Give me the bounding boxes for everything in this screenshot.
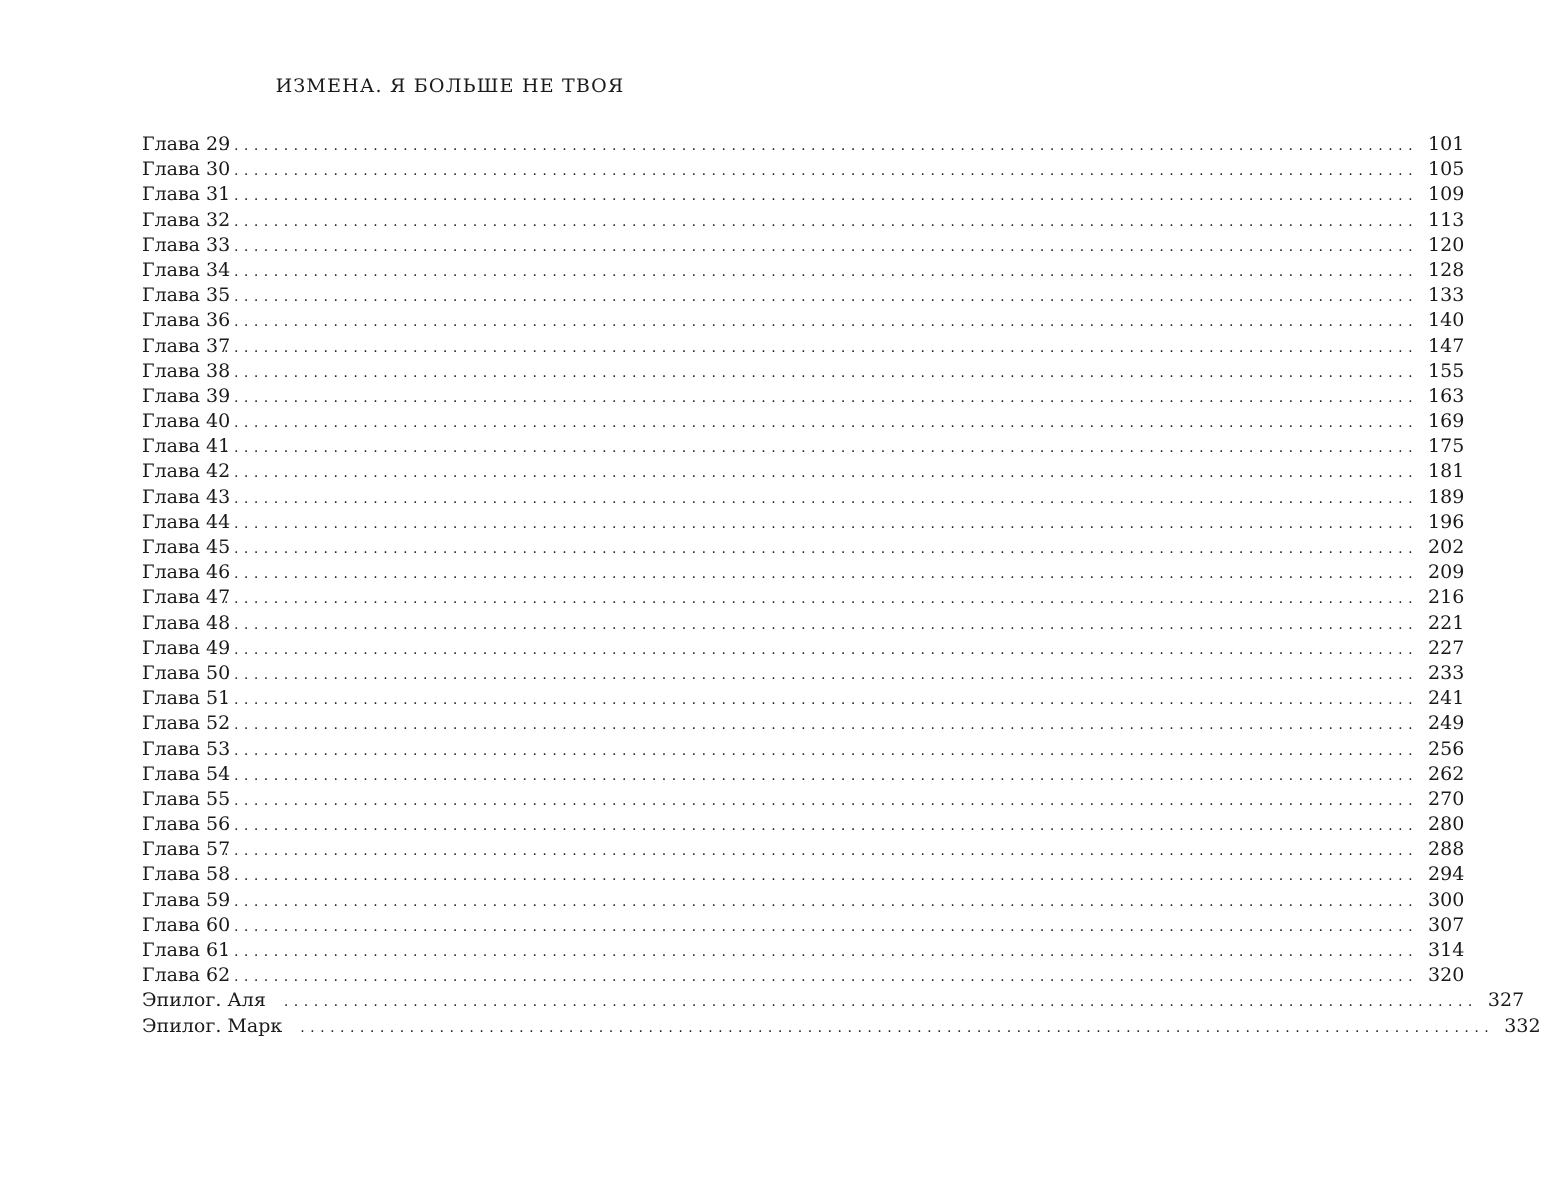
dot-leader: ........................................................................................................................ (300, 1019, 1495, 1036)
toc-entry-page: 233 (1428, 661, 1465, 684)
toc-entry-label: Глава 45 (142, 536, 231, 558)
dot-leader: ........................................................................................................................ (224, 918, 1419, 935)
toc-entry[interactable] (142, 711, 1465, 736)
toc-entry-label: Глава 62 (142, 964, 231, 987)
dot-leader: ........................................................................................................................ (224, 541, 1419, 557)
toc-entry-page: 120 (1428, 233, 1465, 256)
toc-entry-page: 307 (1428, 913, 1465, 936)
toc-entry[interactable] (142, 862, 1465, 887)
toc-entry-label: Глава 49 (142, 636, 231, 659)
toc-entry-page: 320 (1428, 964, 1465, 987)
toc-entry[interactable] (142, 208, 1465, 233)
toc-entry-page: 155 (1428, 359, 1465, 382)
toc-entry-page: 105 (1428, 158, 1465, 181)
toc-entry-page: 202 (1428, 536, 1465, 558)
dot-leader: ........................................................................................................................ (224, 289, 1419, 306)
toc-entry-label: Глава 56 (142, 813, 231, 836)
toc-entry-page: 133 (1428, 284, 1465, 307)
toc-entry-label: Глава 31 (142, 183, 231, 206)
toc-entry[interactable] (142, 459, 1465, 484)
toc-entry-page: 332 (1504, 1014, 1541, 1037)
toc-entry-page: 128 (1428, 258, 1465, 281)
toc-entry[interactable] (142, 661, 1465, 686)
dot-leader: ........................................................................................................................ (224, 616, 1419, 633)
toc-entry-label: Глава 44 (142, 510, 231, 533)
toc-entry[interactable] (142, 611, 1465, 636)
dot-leader: ........................................................................................................................ (224, 717, 1419, 734)
dot-leader: ........................................................................................................................ (224, 566, 1419, 583)
toc-entry-page: 109 (1428, 183, 1465, 206)
toc-entry-page: 270 (1428, 787, 1465, 810)
toc-entry-label: Глава 59 (142, 888, 231, 911)
toc-entry-label: Глава 48 (142, 611, 231, 634)
toc-entry[interactable] (142, 384, 1465, 409)
toc-entry-label: Глава 39 (142, 384, 231, 407)
toc-entry-page: 209 (1428, 561, 1465, 584)
toc-entry[interactable] (142, 434, 1465, 459)
toc-entry-label: Глава 34 (142, 258, 231, 281)
toc-entry-page: 189 (1428, 485, 1465, 508)
dot-leader: ........................................................................................................................ (283, 994, 1478, 1011)
page-title: ИЗМЕНА. Я БОЛЬШЕ НЕ ТВОЯ (275, 75, 625, 97)
toc-entry[interactable] (142, 233, 1465, 258)
dot-leader: ........................................................................................................................ (224, 843, 1419, 860)
dot-leader: ........................................................................................................................ (224, 314, 1419, 331)
toc-entry[interactable] (142, 963, 1465, 988)
dot-leader: ........................................................................................................................ (224, 238, 1419, 255)
toc-entry-page: 294 (1428, 863, 1465, 886)
toc-entry[interactable] (142, 258, 1465, 283)
toc-entry[interactable] (142, 510, 1465, 535)
toc-entry-page: 227 (1428, 636, 1465, 659)
dot-leader: ........................................................................................................................ (224, 893, 1419, 910)
toc-entry[interactable] (142, 837, 1465, 862)
dot-leader: ........................................................................................................................ (224, 666, 1419, 683)
toc-entry-page: 300 (1428, 888, 1465, 911)
toc-entry-page: 288 (1428, 838, 1465, 861)
toc-entry-page: 256 (1428, 737, 1465, 760)
dot-leader: ........................................................................................................................ (224, 490, 1419, 507)
toc-entry-page: 101 (1428, 133, 1465, 155)
toc-entry-page: 262 (1428, 762, 1465, 785)
toc-entry[interactable] (142, 359, 1465, 384)
toc-entry[interactable] (142, 132, 1465, 157)
toc-entry-label: Глава 47 (142, 586, 231, 609)
toc-entry[interactable] (142, 988, 1525, 1013)
dot-leader: ........................................................................................................................ (224, 364, 1419, 381)
dot-leader: ........................................................................................................................ (224, 138, 1419, 154)
toc-entry-label: Эпилог. Марк (142, 1014, 283, 1037)
dot-leader: ........................................................................................................................ (224, 591, 1419, 608)
dot-leader: ........................................................................................................................ (224, 868, 1419, 885)
toc-entry[interactable] (142, 157, 1465, 182)
dot-leader: ........................................................................................................................ (224, 767, 1419, 784)
toc-entry-label: Глава 58 (142, 863, 231, 886)
dot-leader: ........................................................................................................................ (224, 339, 1419, 356)
toc-entry-page: 163 (1428, 384, 1465, 407)
dot-leader: ........................................................................................................................ (224, 742, 1419, 759)
toc-entry[interactable] (142, 182, 1465, 207)
dot-leader: ........................................................................................................................ (224, 188, 1419, 205)
toc-entry-label: Глава 43 (142, 485, 231, 508)
dot-leader: ........................................................................................................................ (224, 263, 1419, 280)
toc-entry-page: 241 (1428, 687, 1465, 710)
dot-leader: ........................................................................................................................ (224, 944, 1419, 960)
toc-entry-label: Глава 52 (142, 712, 231, 735)
toc-entry-page: 169 (1428, 410, 1465, 433)
toc-entry-page: 196 (1428, 510, 1465, 533)
toc-entry-label: Глава 41 (142, 435, 231, 458)
toc-entry-label: Глава 37 (142, 334, 231, 357)
dot-leader: ........................................................................................................................ (224, 641, 1419, 658)
dot-leader: ........................................................................................................................ (224, 465, 1419, 482)
dot-leader: ........................................................................................................................ (224, 440, 1419, 457)
toc-entry-page: 249 (1428, 712, 1465, 735)
toc-entry-label: Глава 40 (142, 410, 231, 433)
toc-entry-label: Глава 54 (142, 762, 231, 785)
toc-entry[interactable] (142, 585, 1465, 610)
toc-entry-label: Глава 61 (142, 939, 231, 961)
toc-entry-label: Глава 50 (142, 661, 231, 684)
toc-entry[interactable] (142, 308, 1465, 333)
toc-entry[interactable] (142, 737, 1465, 762)
toc-entry-page: 147 (1428, 334, 1465, 357)
toc-entry-page: 216 (1428, 586, 1465, 609)
dot-leader: ........................................................................................................................ (224, 969, 1419, 986)
toc-entry-page: 280 (1428, 813, 1465, 836)
dot-leader: ........................................................................................................................ (224, 389, 1419, 406)
dot-leader: ........................................................................................................................ (224, 818, 1419, 835)
toc-entry-page: 113 (1428, 208, 1465, 231)
toc-entry[interactable] (142, 283, 1465, 308)
toc-entry[interactable] (142, 787, 1465, 812)
dot-leader: ........................................................................................................................ (224, 515, 1419, 532)
toc-entry-page: 181 (1428, 460, 1465, 483)
dot-leader: ........................................................................................................................ (224, 213, 1419, 230)
toc-entry[interactable] (142, 334, 1465, 359)
toc-entry-page: 221 (1428, 611, 1465, 634)
toc-entry-label: Глава 33 (142, 233, 231, 256)
toc-entry[interactable] (142, 409, 1465, 434)
toc-entry[interactable] (142, 485, 1465, 510)
toc-entry[interactable] (142, 1014, 1541, 1039)
toc-entry[interactable] (142, 636, 1465, 661)
toc-entry-label: Глава 46 (142, 561, 231, 584)
toc-entry-label: Глава 51 (142, 687, 231, 710)
toc-entry-label: Глава 30 (142, 158, 231, 181)
table-of-contents (142, 132, 1541, 1039)
toc-entry[interactable] (142, 913, 1465, 938)
toc-entry[interactable] (142, 560, 1465, 585)
toc-entry-label: Глава 32 (142, 208, 231, 231)
toc-entry-page: 327 (1487, 989, 1525, 1012)
toc-entry-label: Эпилог. Аля (142, 989, 266, 1012)
toc-entry[interactable] (142, 812, 1465, 837)
toc-entry[interactable] (142, 686, 1465, 711)
toc-entry-label: Глава 29 (142, 133, 231, 155)
toc-entry-label: Глава 60 (142, 913, 231, 936)
toc-entry-label: Глава 55 (142, 787, 231, 810)
toc-entry-page: 175 (1428, 435, 1465, 458)
toc-entry-label: Глава 57 (142, 838, 231, 861)
dot-leader: ........................................................................................................................ (224, 415, 1419, 432)
toc-entry[interactable] (142, 888, 1465, 913)
toc-entry[interactable] (142, 535, 1465, 560)
dot-leader: ........................................................................................................................ (224, 792, 1419, 809)
toc-entry[interactable] (142, 938, 1465, 963)
toc-entry-page: 314 (1428, 939, 1465, 961)
toc-entry-label: Глава 35 (142, 284, 231, 307)
toc-entry-page: 140 (1428, 309, 1465, 332)
dot-leader: ........................................................................................................................ (224, 692, 1419, 709)
toc-entry[interactable] (142, 762, 1465, 787)
toc-entry-label: Глава 38 (142, 359, 231, 382)
toc-entry-label: Глава 36 (142, 309, 231, 332)
toc-entry-label: Глава 53 (142, 737, 231, 760)
toc-entry-label: Глава 42 (142, 460, 231, 483)
dot-leader: ........................................................................................................................ (224, 163, 1419, 180)
